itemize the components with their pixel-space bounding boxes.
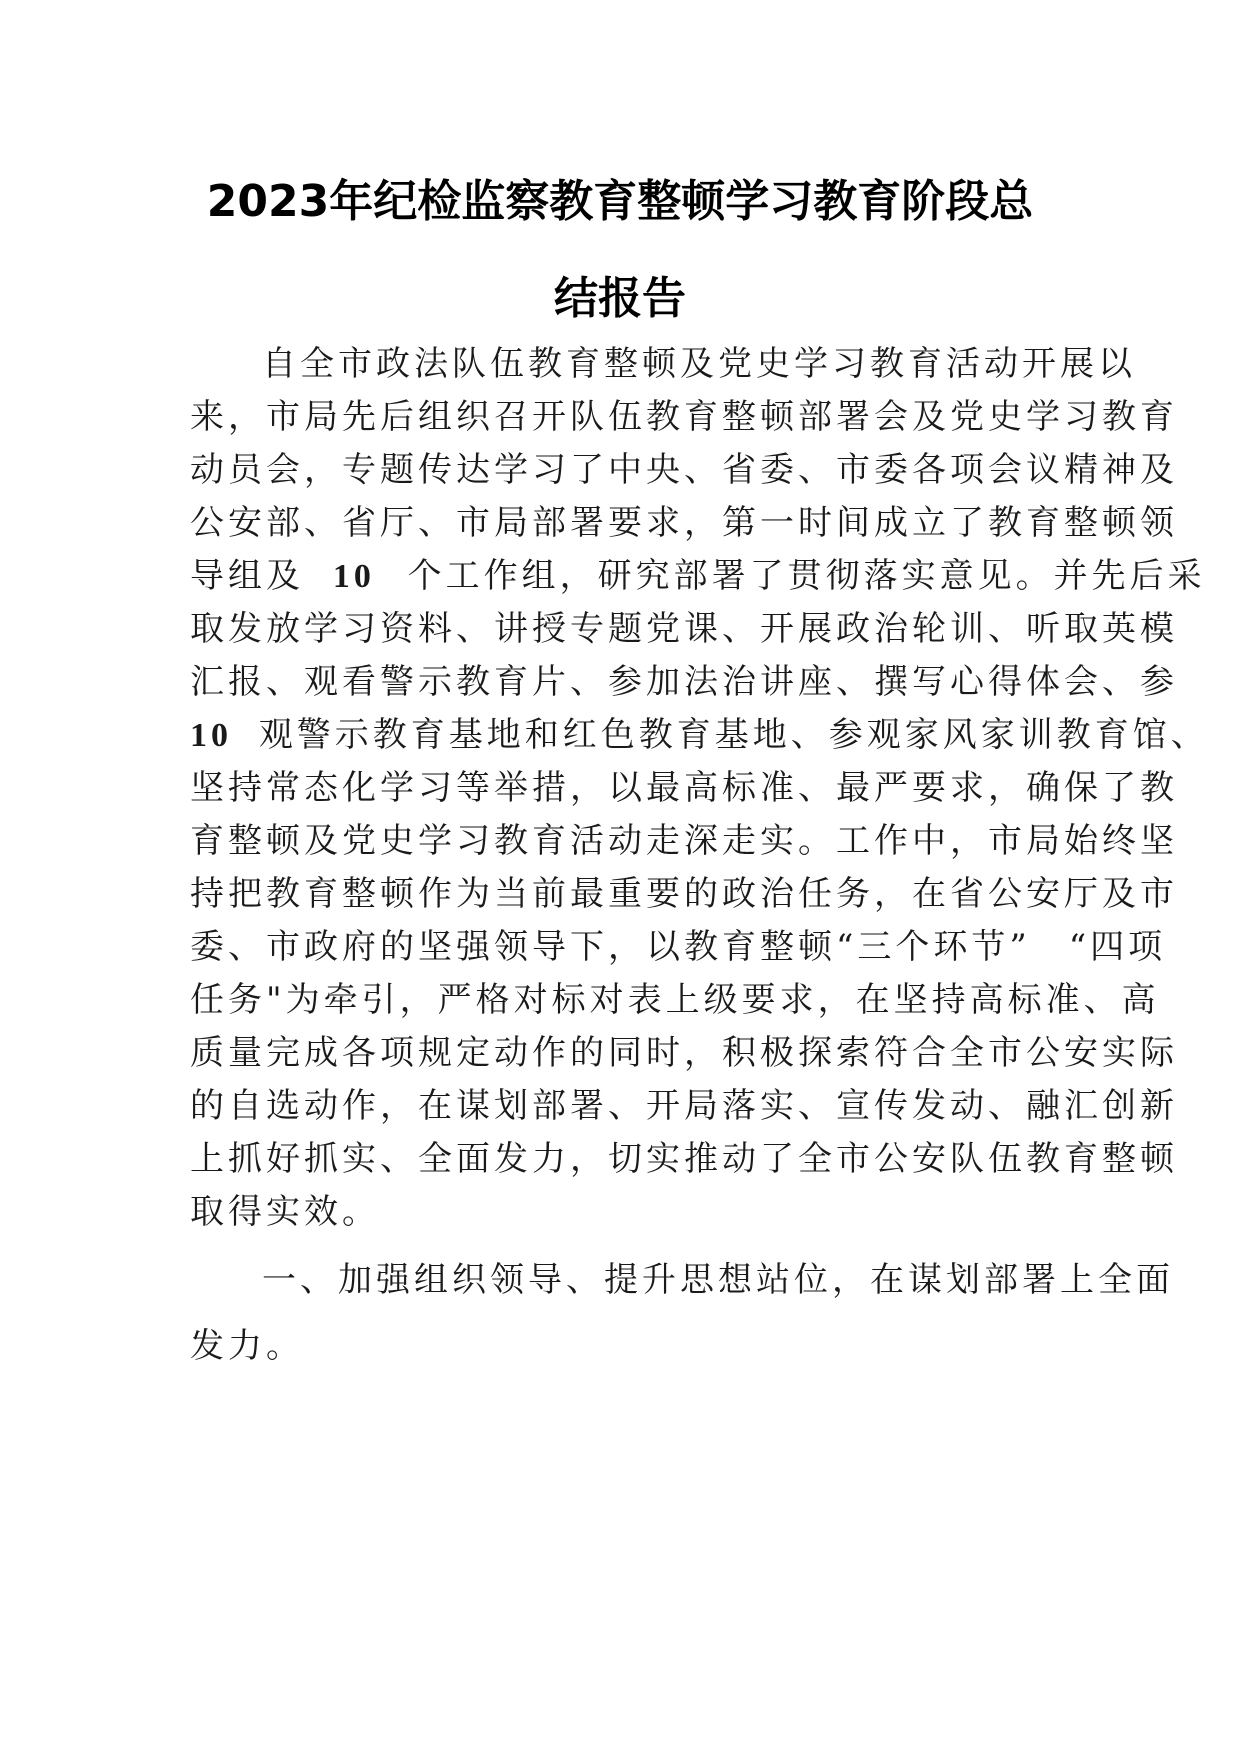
body-text: 个工作组，研究部署了贯彻落实意见。并先后采 (407, 556, 1206, 596)
document-title-line-2: 结报告 (554, 273, 686, 324)
document-title-line-1: 2023年纪检监察教育整顿学习教育阶段总 (206, 176, 1034, 227)
body-line: 育整顿及党史学习教育活动走深走实。工作中，市局始终坚 (190, 821, 1178, 861)
body-line: 任务"为牵引，严格对标对表上级要求，在坚持高标准、高 (190, 980, 1160, 1020)
body-line: 自全市政法队伍教育整顿及党史学习教育活动开展以 (262, 344, 1136, 384)
body-line: 的自选动作，在谋划部署、开局落实、宣传发动、融汇创新 (190, 1086, 1178, 1126)
body-text: 导组及 (190, 556, 304, 596)
body-line: 质量完成各项规定动作的同时，积极探索符合全市公安实际 (190, 1033, 1178, 1073)
number-text: 10 (190, 717, 232, 754)
body-line: 汇报、观看警示教育片、参加法治讲座、撰写心得体会、参 (190, 662, 1178, 702)
number-text: 10 (332, 558, 375, 595)
body-line-mixed (190, 548, 1206, 604)
body-line: 上抓好抓实、全面发力，切实推动了全市公安队伍教育整顿 (190, 1139, 1178, 1179)
body-line: 公安部、省厅、市局部署要求，第一时间成立了教育整顿领 (190, 503, 1178, 543)
section-heading-line: 发力。 (190, 1326, 304, 1366)
body-line: 持把教育整顿作为当前最重要的政治任务，在省公安厅及市 (190, 874, 1178, 914)
section-heading-line: 一、加强组织领导、提升思想站位，在谋划部署上全面 (262, 1260, 1174, 1300)
body-line: 来，市局先后组织召开队伍教育整顿部署会及党史学习教育 (190, 397, 1178, 437)
body-line: 取发放学习资料、讲授专题党课、开展政治轮训、听取英模 (190, 609, 1178, 649)
body-line: 取得实效。 (190, 1192, 380, 1232)
body-line: 委、市政府的坚强领导下，以教育整顿“三个环节” “四项 (190, 927, 1167, 967)
body-text: 观警示教育基地和红色教育基地、参观家风家训教育馆、 (258, 715, 1209, 755)
body-line-mixed (190, 707, 1209, 763)
body-line: 动员会，专题传达学习了中央、省委、市委各项会议精神及 (190, 450, 1178, 490)
body-line: 坚持常态化学习等举措，以最高标准、最严要求，确保了教 (190, 768, 1178, 808)
